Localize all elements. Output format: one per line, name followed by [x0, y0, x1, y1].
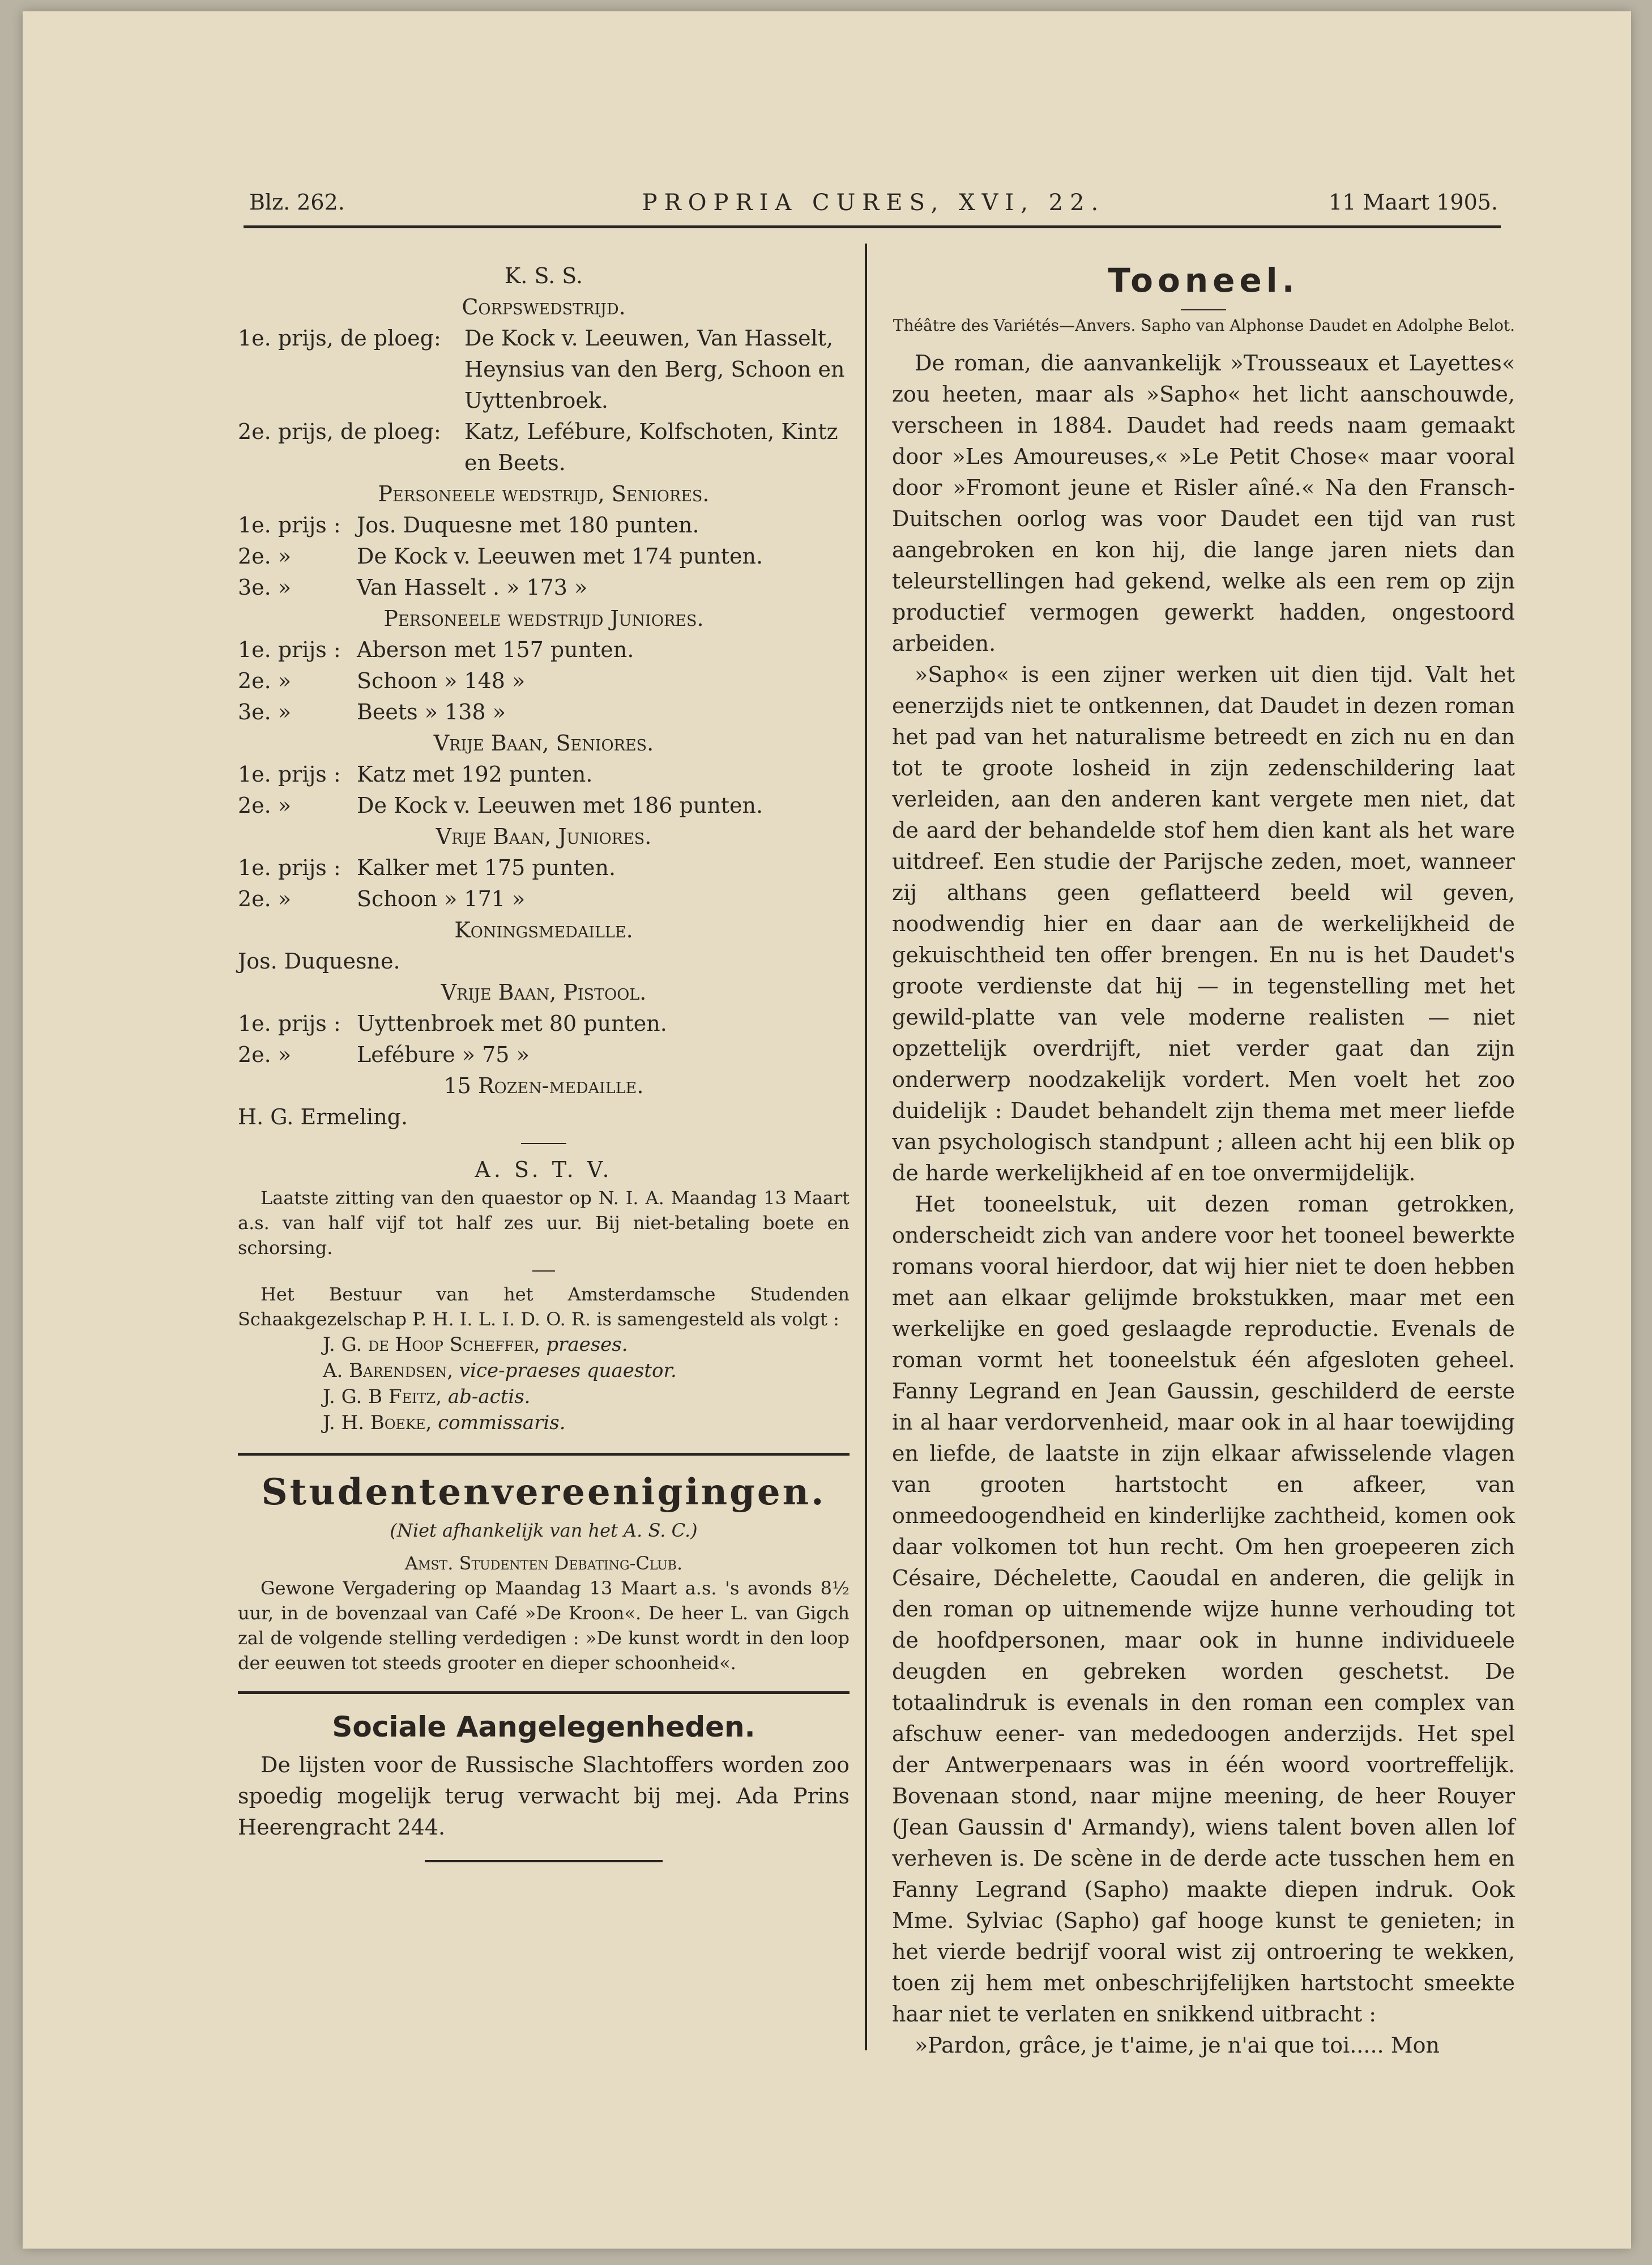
studenten-title: Studentenvereenigingen. — [261, 1471, 826, 1513]
issue-date: 11 Maart 1905. — [1329, 190, 1498, 215]
officer-name: A. Barendsen, — [323, 1359, 454, 1382]
prize-label: 1e. prijs, de ploeg: — [238, 326, 441, 351]
list-item — [238, 416, 850, 479]
divider — [532, 1270, 555, 1272]
prize-label: 3e. » — [238, 575, 292, 600]
sociale-notice: De lijsten voor de Russische Slachtoffers worden zoo spoedig mogelijk terug verwacht bij mej. Ada Prins Heerengracht 244. — [238, 1752, 850, 1840]
tooneel-paragraph: Het tooneelstuk, uit dezen roman getrokken, onderscheidt zich van andere voor het tooneel bewerkte romans vooral hierdoor, dat wij hier niet te doen hebben met aan elkaar gelijmde brokstukken, maar met een werkelijke en goed geslaagde reproductie. Evenals de roman vormt het tooneelstuk één afgesloten geheel. Fanny Legrand en Jean Gaussin, geschilderd de eerste in al haar verdorvenheid, maar ook in al haar toewijding en liefde, de laatste in zijn elkaar afwisselende vlagen van grooten hartstocht en afkeer, van onmeedoogendheid en kinderlijke zachtheid, komen ook daar volkomen tot hun recht. Om hen groepeeren zich Césaire, Déchelette, Caoudal en anderen, die gelijk in den roman op uitnemende wijze hunne verhouding tot de hoofdpersonen, maar ook in hunne individueele deugden en gebreken worden geschetst. De totaalindruk is evenals in den roman een complex van afschuw eener- van mededoogen anderzijds. Het spel der Antwerpenaars was in één woord voortreffelijk. Bovenaan stond, naar mijne meening, de heer Rouyer (Jean Gaussin d' Armandy), wiens talent boven allen lof verheven is. De scène in de derde acte tusschen hem en Fanny Legrand (Sapho) maakte diepen indruk. Ook Mme. Sylviac (Sapho) gaf hooge kunst te genieten; in het vierde bedrijf vooral wist zij ontroering te wekken, toen zij hem met onbeschrijfelijken hartstocht smeekte haar niet te verlaten en snikkend uitbracht : — [892, 1192, 1515, 2027]
officer-name: J. H. Boeke, — [323, 1411, 432, 1434]
prize-text: De Kock v. Leeuwen met 174 punten. — [357, 544, 763, 569]
officer-row — [238, 1358, 850, 1384]
prize-text: Beets » 138 » — [357, 699, 506, 724]
rozen-heading: 15 Rozen-medaille. — [443, 1073, 644, 1098]
officer-name: J. G. B Feitz, — [323, 1385, 442, 1408]
vrij-sen-heading: Vrije Baan, Seniores. — [433, 731, 654, 756]
debating-club-heading: Amst. Studenten Debating-Club. — [404, 1552, 683, 1574]
prize-text: Schoon » 171 » — [357, 886, 526, 911]
officer-role: vice-praeses quaestor. — [459, 1359, 677, 1382]
officer-row — [238, 1384, 850, 1410]
prize-label: 2e. » — [238, 668, 292, 693]
prize-label: 1e. prijs : — [238, 762, 341, 787]
officer-row — [238, 1410, 850, 1436]
vrij-jun-heading: Vrije Baan, Juniores. — [436, 824, 652, 849]
pers-sen-heading: Personeele wedstrijd, Seniores. — [378, 481, 710, 506]
prize-text: De Kock v. Leeuwen met 186 punten. — [357, 793, 763, 818]
list-item — [238, 323, 850, 416]
tooneel-paragraph: »Pardon, grâce, je t'aime, je n'ai que toi..... Mon — [915, 2033, 1440, 2058]
right-column — [892, 255, 1515, 2061]
page-number: Blz. 262. — [249, 190, 345, 215]
astv-title: A. S. T. V. — [475, 1157, 613, 1182]
list-item — [238, 634, 850, 666]
prize-label: 2e. » — [238, 793, 292, 818]
officer-role: commissaris. — [438, 1411, 566, 1434]
tooneel-paragraph: De roman, die aanvankelijk »Trousseaux et Layettes« zou heeten, maar als »Sapho« het licht aanschouwde, verscheen in 1884. Daudet had reeds naam gemaakt door »Les Amoureuses,« »Le Petit Chose« maar vooral door »Fromont jeune et Risler aîné.« Na den Fransch-Duitschen oorlog was voor Daudet een tijd van rust aangebroken en kon hij, die lange jaren niets dan teleurstellingen had gekend, welke als een rem op zijn productief vermogen gewerkt hadden, ongestoord arbeiden. — [892, 351, 1515, 656]
list-item — [238, 790, 850, 821]
prize-text: Uyttenbroek met 80 punten. — [357, 1011, 667, 1036]
list-item — [238, 666, 850, 697]
prize-label: 1e. prijs : — [238, 513, 341, 538]
list-item — [238, 697, 850, 728]
column-divider — [865, 244, 867, 2050]
kss-title: K. S. S. — [504, 263, 583, 288]
pers-jun-heading: Personeele wedstrijd Juniores. — [383, 606, 704, 631]
prize-text: Katz, Lefébure, Kolfschoten, Kintz en Beets. — [464, 419, 838, 475]
sociale-title: Sociale Aangelegenheden. — [332, 1711, 755, 1743]
list-item — [238, 1008, 850, 1039]
prize-text: Schoon » 148 » — [357, 668, 526, 693]
officer-role: praeses. — [546, 1333, 628, 1356]
studenten-subtitle: (Niet afhankelijk van het A. S. C.) — [390, 1520, 698, 1541]
list-item — [238, 852, 850, 884]
prize-label: 3e. » — [238, 699, 292, 724]
prize-text: De Kock v. Leeuwen, Van Hasselt, Heynsius van den Berg, Schoon en Uyttenbroek. — [464, 326, 845, 413]
publication-title: PROPRIA CURES, XVI, 22. — [642, 190, 1105, 216]
prize-label: 2e. » — [238, 1042, 292, 1067]
pistool-heading: Vrije Baan, Pistool. — [441, 980, 647, 1005]
prize-label: 2e. » — [238, 886, 292, 911]
officer-name: J. G. de Hoop Scheffer, — [323, 1333, 540, 1356]
left-column — [238, 261, 850, 1862]
prize-label: 1e. prijs : — [238, 855, 341, 880]
list-item — [238, 759, 850, 790]
prize-text: Kalker met 175 punten. — [357, 855, 616, 880]
astv-notice: Laatste zitting van den quaestor op N. I. A. Maandag 13 Maart a.s. van half vijf tot half zes uur. Bij niet-betaling boete en schorsing. — [238, 1187, 850, 1259]
rozen-winner: H. G. Ermeling. — [238, 1104, 408, 1129]
section-rule — [238, 1453, 850, 1456]
list-item — [238, 1039, 850, 1070]
list-item — [238, 884, 850, 915]
officer-role: ab-actis. — [447, 1385, 531, 1408]
page-header — [249, 190, 1498, 224]
prize-text: Jos. Duquesne met 180 punten. — [357, 513, 699, 538]
section-rule — [238, 1691, 850, 1694]
prize-text: Lefébure » 75 » — [357, 1042, 530, 1067]
divider — [1181, 309, 1226, 310]
corps-heading: Corpswedstrijd. — [462, 295, 626, 319]
tooneel-title: Tooneel. — [1108, 261, 1299, 300]
koning-heading: Koningsmedaille. — [454, 918, 633, 942]
tooneel-subhead: Théâtre des Variétés—Anvers. Sapho van Alphonse Daudet en Adolphe Belot. — [893, 316, 1515, 335]
debating-club-notice: Gewone Vergadering op Maandag 13 Maart a.s. 's avonds 8½ uur, in de bovenzaal van Café »De Kroon«. De heer L. van Gigch zal de volgende stelling verdedigen : »De kunst wordt in den loop der eeuwen tot steeds grooter en dieper schoonheid«. — [238, 1577, 850, 1674]
prize-label: 2e. prijs, de ploeg: — [238, 419, 441, 444]
prize-text: Katz met 192 punten. — [357, 762, 593, 787]
prize-label: 1e. prijs : — [238, 1011, 341, 1036]
header-rule — [244, 225, 1501, 228]
end-rule — [425, 1860, 663, 1862]
koning-winner: Jos. Duquesne. — [238, 949, 400, 974]
prize-text: Van Hasselt . » 173 » — [357, 575, 588, 600]
tooneel-paragraph: »Sapho« is een zijner werken uit dien tijd. Valt het eenerzijds niet te ontkennen, dat Daudet in dezen roman het pad van het naturalisme betreedt en zich nu en dan tot te groote losheid in zijn zedenschildering laat verleiden, aan den anderen kant vergete men niet, dat de aard der behandelde stof hem dien kant als het ware uitdreef. Een studie der Parijsche zeden, moet, wanneer zij althans geen geflatteerd beeld wil geven, noodwendig hier en daar aan de werkelijkheid de gekuischtheid ten offer brengen. En nu is het Daudet's groote verdienste dat hij — in tegenstelling met het gewild-platte van vele moderne realisten — niet opzettelijk overdrijft, niet verder gaat dan zijn onderwerp noodzakelijk vordert. Men voelt het zoo duidelijk : Daudet behandelt zijn thema met meer liefde van psychologisch standpunt ; alleen acht hij een blik op de harde werkelijkheid af en toe onvermijdelijk. — [892, 662, 1515, 1185]
officer-row — [238, 1332, 850, 1358]
list-item — [238, 541, 850, 572]
list-item — [238, 572, 850, 603]
divider — [521, 1143, 566, 1144]
schaak-intro: Het Bestuur van het Amsterdamsche Studenden Schaakgezelschap P. H. I. L. I. D. O. R. is samengesteld als volgt : — [238, 1283, 850, 1330]
prize-label: 2e. » — [238, 544, 292, 569]
prize-text: Aberson met 157 punten. — [357, 637, 634, 662]
prize-label: 1e. prijs : — [238, 637, 341, 662]
list-item — [238, 510, 850, 541]
